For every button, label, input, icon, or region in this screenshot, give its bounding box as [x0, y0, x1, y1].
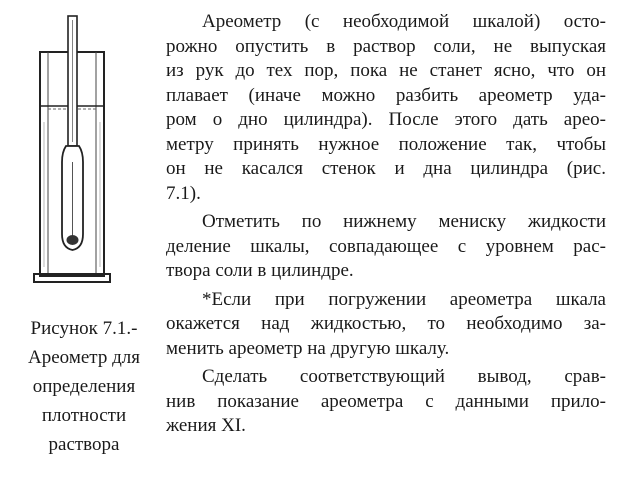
text-line: *Если при погружении ареометра шкала	[202, 288, 606, 310]
text-line: он не касался стенок и дна цилиндра (рис.	[166, 158, 606, 179]
figure-caption	[14, 314, 154, 459]
text-line: плавает (иначе можно разбить ареометр уда-	[166, 84, 606, 106]
text-line: Отметить по нижнему мениску жидкости	[202, 211, 606, 232]
caption-line: определения	[32, 376, 136, 397]
text-line: менить ареометр на другую шкалу.	[166, 337, 450, 359]
text-line: твора соли в цилиндре.	[166, 260, 354, 281]
text-line: 7.1).	[166, 182, 201, 204]
caption-line: Ареометр для	[28, 347, 140, 368]
paragraph-conclusion	[166, 365, 606, 439]
caption-line: Рисунок 7.1.-	[30, 318, 138, 339]
text-line: рожно опустить в раствор соли, не выпуская	[166, 35, 606, 57]
text-line: ром о дно цилиндра). После этого дать арео-	[166, 109, 606, 130]
paragraph-read-meniscus	[166, 210, 606, 284]
caption-line: плотности	[41, 405, 127, 426]
text-line: из рук до тех пор, пока не станет ясно, что он	[166, 60, 606, 81]
text-line: Сделать соответствующий вывод, срав-	[202, 366, 606, 387]
caption-line: раствора	[48, 434, 120, 455]
paragraph-replace-hydrometer	[166, 288, 606, 362]
body-text	[166, 10, 606, 443]
paragraph-hydrometer-immersion	[166, 10, 606, 206]
text-line: метру принять нужное положение так, чтобы	[166, 133, 606, 155]
text-line: деление шкалы, совпадающее с уровнем рас-	[166, 235, 606, 257]
hydrometer-in-cylinder-illustration	[14, 12, 154, 292]
text-line: нив показание ареометра с данными прило-	[166, 390, 606, 412]
text-line: Ареометр (с необходимой шкалой) осто-	[202, 11, 606, 32]
hydrometer-figure	[14, 12, 154, 292]
text-line: жения XI.	[166, 415, 246, 436]
text-line: окажется над жидкостью, то необходимо за-	[166, 313, 606, 334]
